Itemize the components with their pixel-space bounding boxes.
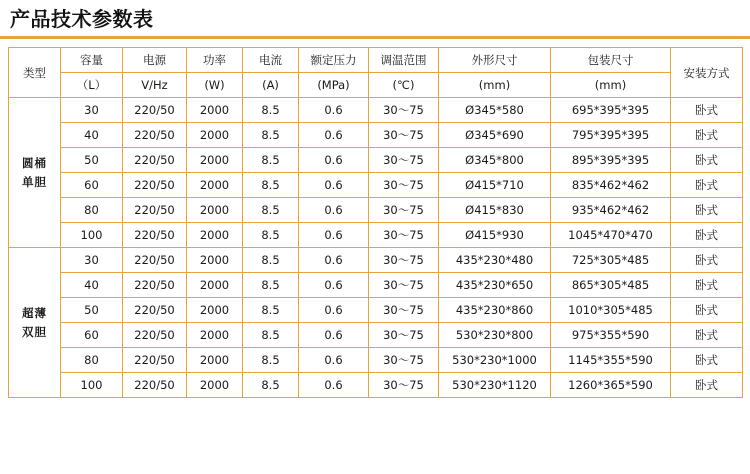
table-row [9, 348, 743, 373]
cell-package-size: 865*305*485 [551, 273, 671, 298]
header-cell-type: 类型 [9, 48, 61, 98]
cell-dimensions: 530*230*1000 [439, 348, 551, 373]
cell-pressure: 0.6 [299, 323, 369, 348]
cell-power-supply: 220/50 [123, 348, 187, 373]
cell-capacity: 100 [61, 373, 123, 398]
page-title: 产品技术参数表 [10, 7, 154, 31]
cell-wattage: 2000 [187, 148, 243, 173]
cell-pressure: 0.6 [299, 248, 369, 273]
cell-package-size: 1045*470*470 [551, 223, 671, 248]
cell-dimensions: Ø345*800 [439, 148, 551, 173]
cell-wattage: 2000 [187, 123, 243, 148]
cell-capacity: 80 [61, 348, 123, 373]
cell-wattage: 2000 [187, 198, 243, 223]
cell-installation: 卧式 [671, 248, 743, 273]
cell-package-size: 975*355*590 [551, 323, 671, 348]
header-cell-power-supply: 电源 [123, 48, 187, 73]
unit-cell-power-supply: V/Hz [123, 73, 187, 98]
cell-temp-range: 30～75 [369, 173, 439, 198]
cell-package-size: 795*395*395 [551, 123, 671, 148]
cell-dimensions: Ø345*580 [439, 98, 551, 123]
cell-dimensions: 435*230*650 [439, 273, 551, 298]
header-cell-temp-range: 调温范围 [369, 48, 439, 73]
cell-temp-range: 30～75 [369, 373, 439, 398]
cell-power-supply: 220/50 [123, 173, 187, 198]
cell-installation: 卧式 [671, 273, 743, 298]
cell-power-supply: 220/50 [123, 123, 187, 148]
cell-temp-range: 30～75 [369, 223, 439, 248]
cell-capacity: 100 [61, 223, 123, 248]
cell-dimensions: 530*230*1120 [439, 373, 551, 398]
cell-dimensions: 435*230*860 [439, 298, 551, 323]
cell-current: 8.5 [243, 148, 299, 173]
cell-power-supply: 220/50 [123, 198, 187, 223]
table-row [9, 223, 743, 248]
cell-power-supply: 220/50 [123, 98, 187, 123]
header-cell-rated-pressure: 额定压力 [299, 48, 369, 73]
cell-pressure: 0.6 [299, 373, 369, 398]
group-label-line-2: 双胆 [22, 324, 47, 339]
cell-power-supply: 220/50 [123, 148, 187, 173]
cell-power-supply: 220/50 [123, 273, 187, 298]
group-label-line-1: 超薄 [22, 305, 47, 320]
cell-current: 8.5 [243, 123, 299, 148]
unit-cell-temp-range: (℃) [369, 73, 439, 98]
header-cell-current: 电流 [243, 48, 299, 73]
cell-current: 8.5 [243, 273, 299, 298]
cell-temp-range: 30～75 [369, 123, 439, 148]
unit-cell-wattage: (W) [187, 73, 243, 98]
cell-capacity: 60 [61, 173, 123, 198]
cell-current: 8.5 [243, 173, 299, 198]
cell-wattage: 2000 [187, 223, 243, 248]
cell-pressure: 0.6 [299, 173, 369, 198]
cell-power-supply: 220/50 [123, 248, 187, 273]
cell-capacity: 40 [61, 123, 123, 148]
cell-temp-range: 30～75 [369, 298, 439, 323]
specification-table [8, 47, 743, 398]
table-row [9, 248, 743, 273]
table-row [9, 123, 743, 148]
cell-dimensions: 530*230*800 [439, 323, 551, 348]
header-cell-package-size: 包装尺寸 [551, 48, 671, 73]
cell-capacity: 60 [61, 323, 123, 348]
cell-dimensions: Ø415*830 [439, 198, 551, 223]
group-label-line-1: 圆桶 [22, 155, 47, 170]
table-row [9, 173, 743, 198]
cell-pressure: 0.6 [299, 123, 369, 148]
cell-installation: 卧式 [671, 123, 743, 148]
cell-dimensions: Ø345*690 [439, 123, 551, 148]
cell-installation: 卧式 [671, 173, 743, 198]
cell-temp-range: 30～75 [369, 348, 439, 373]
cell-wattage: 2000 [187, 248, 243, 273]
cell-dimensions: Ø415*710 [439, 173, 551, 198]
group-label-cell [9, 248, 61, 398]
cell-temp-range: 30～75 [369, 273, 439, 298]
cell-installation: 卧式 [671, 298, 743, 323]
cell-current: 8.5 [243, 323, 299, 348]
table-header-row-1 [9, 48, 743, 73]
cell-package-size: 1010*305*485 [551, 298, 671, 323]
table-row [9, 373, 743, 398]
cell-package-size: 935*462*462 [551, 198, 671, 223]
cell-capacity: 30 [61, 98, 123, 123]
header-cell-wattage: 功率 [187, 48, 243, 73]
cell-current: 8.5 [243, 248, 299, 273]
table-row [9, 298, 743, 323]
cell-package-size: 1145*355*590 [551, 348, 671, 373]
table-header-row-2 [9, 73, 743, 98]
cell-installation: 卧式 [671, 198, 743, 223]
header-cell-installation: 安装方式 [671, 48, 743, 98]
cell-pressure: 0.6 [299, 348, 369, 373]
cell-power-supply: 220/50 [123, 323, 187, 348]
cell-current: 8.5 [243, 348, 299, 373]
cell-capacity: 50 [61, 148, 123, 173]
cell-package-size: 725*305*485 [551, 248, 671, 273]
cell-wattage: 2000 [187, 173, 243, 198]
cell-temp-range: 30～75 [369, 248, 439, 273]
cell-pressure: 0.6 [299, 273, 369, 298]
cell-pressure: 0.6 [299, 98, 369, 123]
cell-current: 8.5 [243, 373, 299, 398]
cell-wattage: 2000 [187, 323, 243, 348]
cell-power-supply: 220/50 [123, 298, 187, 323]
table-row [9, 148, 743, 173]
cell-wattage: 2000 [187, 348, 243, 373]
cell-package-size: 695*395*395 [551, 98, 671, 123]
cell-temp-range: 30～75 [369, 323, 439, 348]
title-divider [0, 36, 750, 39]
cell-capacity: 30 [61, 248, 123, 273]
unit-cell-capacity: （L） [61, 73, 123, 98]
cell-wattage: 2000 [187, 98, 243, 123]
cell-installation: 卧式 [671, 373, 743, 398]
table-row [9, 323, 743, 348]
cell-pressure: 0.6 [299, 298, 369, 323]
unit-cell-dimensions: (mm) [439, 73, 551, 98]
cell-temp-range: 30～75 [369, 98, 439, 123]
cell-pressure: 0.6 [299, 198, 369, 223]
cell-package-size: 1260*365*590 [551, 373, 671, 398]
cell-package-size: 895*395*395 [551, 148, 671, 173]
cell-current: 8.5 [243, 223, 299, 248]
header-cell-capacity: 容量 [61, 48, 123, 73]
group-label-cell [9, 98, 61, 248]
cell-pressure: 0.6 [299, 148, 369, 173]
cell-installation: 卧式 [671, 98, 743, 123]
cell-capacity: 80 [61, 198, 123, 223]
unit-cell-package-size: (mm) [551, 73, 671, 98]
cell-current: 8.5 [243, 198, 299, 223]
cell-power-supply: 220/50 [123, 373, 187, 398]
cell-temp-range: 30～75 [369, 148, 439, 173]
unit-cell-rated-pressure: (MPa) [299, 73, 369, 98]
group-label-line-2: 单胆 [22, 174, 47, 189]
cell-current: 8.5 [243, 298, 299, 323]
cell-capacity: 50 [61, 298, 123, 323]
cell-temp-range: 30～75 [369, 198, 439, 223]
cell-wattage: 2000 [187, 373, 243, 398]
table-row [9, 98, 743, 123]
table-row [9, 273, 743, 298]
cell-installation: 卧式 [671, 148, 743, 173]
cell-installation: 卧式 [671, 323, 743, 348]
cell-power-supply: 220/50 [123, 223, 187, 248]
cell-capacity: 40 [61, 273, 123, 298]
header-cell-dimensions: 外形尺寸 [439, 48, 551, 73]
cell-package-size: 835*462*462 [551, 173, 671, 198]
cell-dimensions: Ø415*930 [439, 223, 551, 248]
unit-cell-current: (A) [243, 73, 299, 98]
cell-installation: 卧式 [671, 223, 743, 248]
cell-dimensions: 435*230*480 [439, 248, 551, 273]
cell-installation: 卧式 [671, 348, 743, 373]
cell-wattage: 2000 [187, 298, 243, 323]
table-row [9, 198, 743, 223]
cell-current: 8.5 [243, 98, 299, 123]
cell-pressure: 0.6 [299, 223, 369, 248]
cell-wattage: 2000 [187, 273, 243, 298]
